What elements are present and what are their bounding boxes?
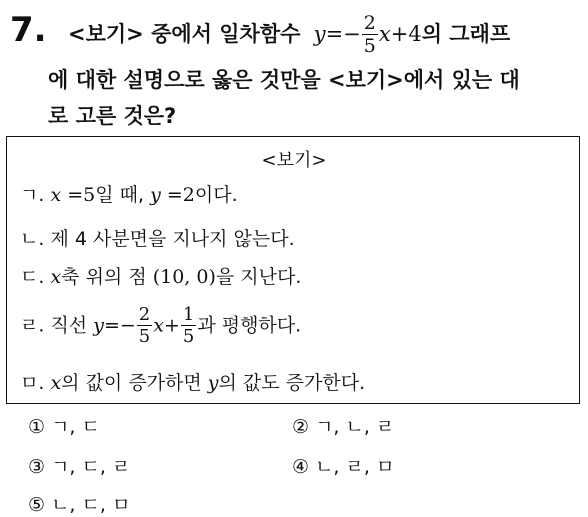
math-var: x bbox=[50, 184, 62, 206]
question-stem-line2: 에 대한 설명으로 옳은 것만을 <보기>에서 있는 대 bbox=[48, 68, 520, 92]
math-var: y bbox=[93, 314, 104, 337]
condition-text: 제 4 사분면을 지나지 않는다. bbox=[50, 228, 295, 250]
math-value: =2 bbox=[160, 184, 195, 206]
condition-text: 의 값도 증가한다. bbox=[218, 372, 366, 394]
question-stem-line3: 로 고른 것은? bbox=[48, 104, 177, 128]
condition-marker: ㄷ. bbox=[20, 266, 45, 288]
condition-marker: ㄴ. bbox=[20, 228, 45, 250]
eq-x: x bbox=[378, 22, 391, 46]
math-point: (10, 0) bbox=[152, 266, 216, 288]
math-var: y bbox=[207, 372, 219, 394]
math-var: x bbox=[153, 314, 164, 337]
condition-item-4 bbox=[20, 306, 301, 346]
condition-marker: ㄱ. bbox=[20, 184, 45, 206]
math-var: y bbox=[150, 184, 161, 206]
condition-text: 축 위의 점 bbox=[61, 266, 153, 288]
condition-marker: ㄹ. bbox=[20, 314, 45, 337]
condition-item-1 bbox=[20, 180, 238, 207]
choice-5[interactable]: ⑤ ㄴ, ㄷ, ㅁ bbox=[28, 494, 131, 516]
math-plus: + bbox=[163, 314, 180, 337]
condition-item-2 bbox=[20, 224, 295, 251]
condition-text: 과 평행하다. bbox=[197, 314, 302, 337]
eq-fraction bbox=[181, 306, 196, 346]
eq-numerator: 2 bbox=[363, 12, 376, 34]
eq-rest: +4 bbox=[390, 22, 422, 46]
question-stem-line1 bbox=[68, 14, 510, 56]
math-var: x bbox=[50, 372, 62, 394]
eq-fraction bbox=[362, 14, 378, 56]
eq-denominator: 5 bbox=[138, 326, 151, 347]
eq-numerator: 2 bbox=[138, 304, 151, 325]
bogi-title: <보기> bbox=[261, 150, 327, 171]
math-value: =5 bbox=[61, 184, 96, 206]
condition-text: 직선 bbox=[50, 314, 94, 337]
eq-denominator: 5 bbox=[182, 326, 195, 347]
stem-text-b: 의 그래프 bbox=[421, 22, 511, 46]
eq-numerator: 1 bbox=[182, 304, 195, 325]
choice-3[interactable]: ③ ㄱ, ㄷ, ㄹ bbox=[28, 456, 131, 478]
condition-text: 일 때, bbox=[95, 184, 151, 206]
eq-fraction bbox=[137, 306, 152, 346]
eq-denominator: 5 bbox=[363, 35, 376, 57]
eq-lhs: y bbox=[313, 22, 326, 46]
condition-marker: ㅁ. bbox=[20, 372, 45, 394]
eq-equals: =− bbox=[325, 22, 361, 46]
condition-text: 이다. bbox=[194, 184, 238, 206]
condition-item-3 bbox=[20, 262, 301, 289]
condition-item-5 bbox=[20, 368, 365, 395]
math-equals: =− bbox=[103, 314, 136, 337]
choice-1[interactable]: ① ㄱ, ㄷ bbox=[28, 416, 100, 438]
question-number: 7. bbox=[10, 10, 47, 50]
stem-text-a: <보기> 중에서 일차함수 bbox=[68, 22, 301, 46]
choice-4[interactable]: ④ ㄴ, ㄹ, ㅁ bbox=[292, 456, 395, 478]
math-var: x bbox=[50, 266, 62, 288]
choice-2[interactable]: ② ㄱ, ㄴ, ㄹ bbox=[292, 416, 395, 438]
condition-text: 을 지난다. bbox=[215, 266, 302, 288]
condition-text: 의 값이 증가하면 bbox=[61, 372, 208, 394]
